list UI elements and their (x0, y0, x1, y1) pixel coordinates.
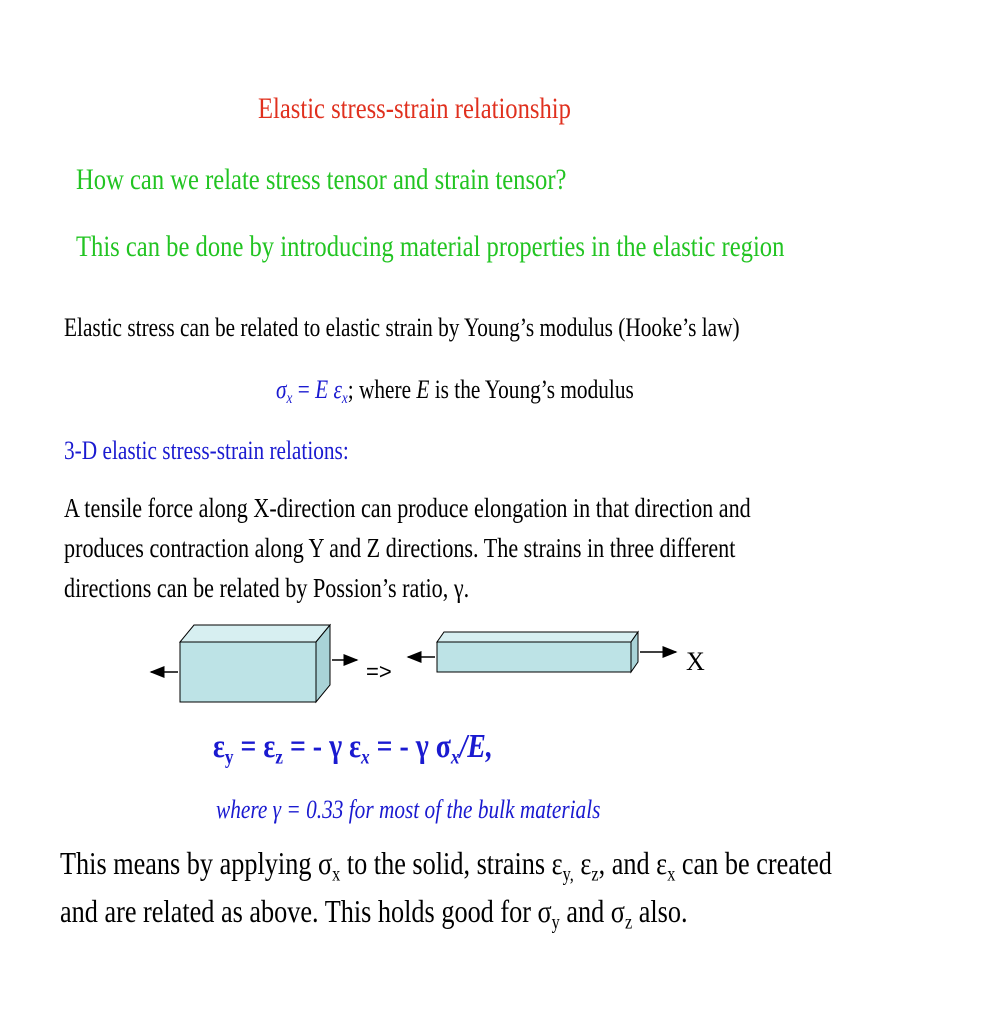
arrow-label: => (366, 659, 392, 684)
paragraph-line-1: A tensile force along X-direction can produce elongation in that direction and (64, 493, 751, 523)
stretched-block (437, 632, 638, 672)
question-line-1: How can we relate stress tensor and strain tensor? (76, 163, 567, 196)
paragraph-line-2: produces contraction along Y and Z directions. The strains in three different (64, 533, 736, 563)
section-subheading: 3-D elastic stress-strain relations: (64, 436, 349, 465)
tension-diagram (140, 615, 720, 715)
question-line-2: This can be done by introducing material properties in the elastic region (76, 230, 785, 263)
poisson-equation: $\varepsilon_y = \varepsilon_z$ = - γ $\varepsilon_x$ = - γ $\sigma_x/E$, (213, 728, 493, 769)
poisson-note: where γ = 0.33 for most of the bulk materials (216, 795, 601, 824)
original-block (180, 625, 330, 702)
intro-text: Elastic stress can be related to elastic strain by Young’s modulus (Hooke’s law) (64, 313, 740, 342)
paragraph-line-3: directions can be related by Possion’s ratio, γ. (64, 573, 470, 603)
hooke-equation: $\sigma_x = E$ $\varepsilon_x$; where E is the Young’s modulus (276, 375, 634, 408)
summary-line-1: This means by applying $\sigma_x$ to the solid, strains $\varepsilon_{y,}$ $\varepsilon_z$, and $\varepsilon_x$ can be created (60, 845, 832, 886)
page-title: Elastic stress-strain relationship (258, 92, 571, 125)
x-axis-label: X (686, 647, 705, 676)
summary-line-2: and are related as above. This holds good for $\sigma_y$ and $\sigma_z$ also. (60, 893, 688, 934)
